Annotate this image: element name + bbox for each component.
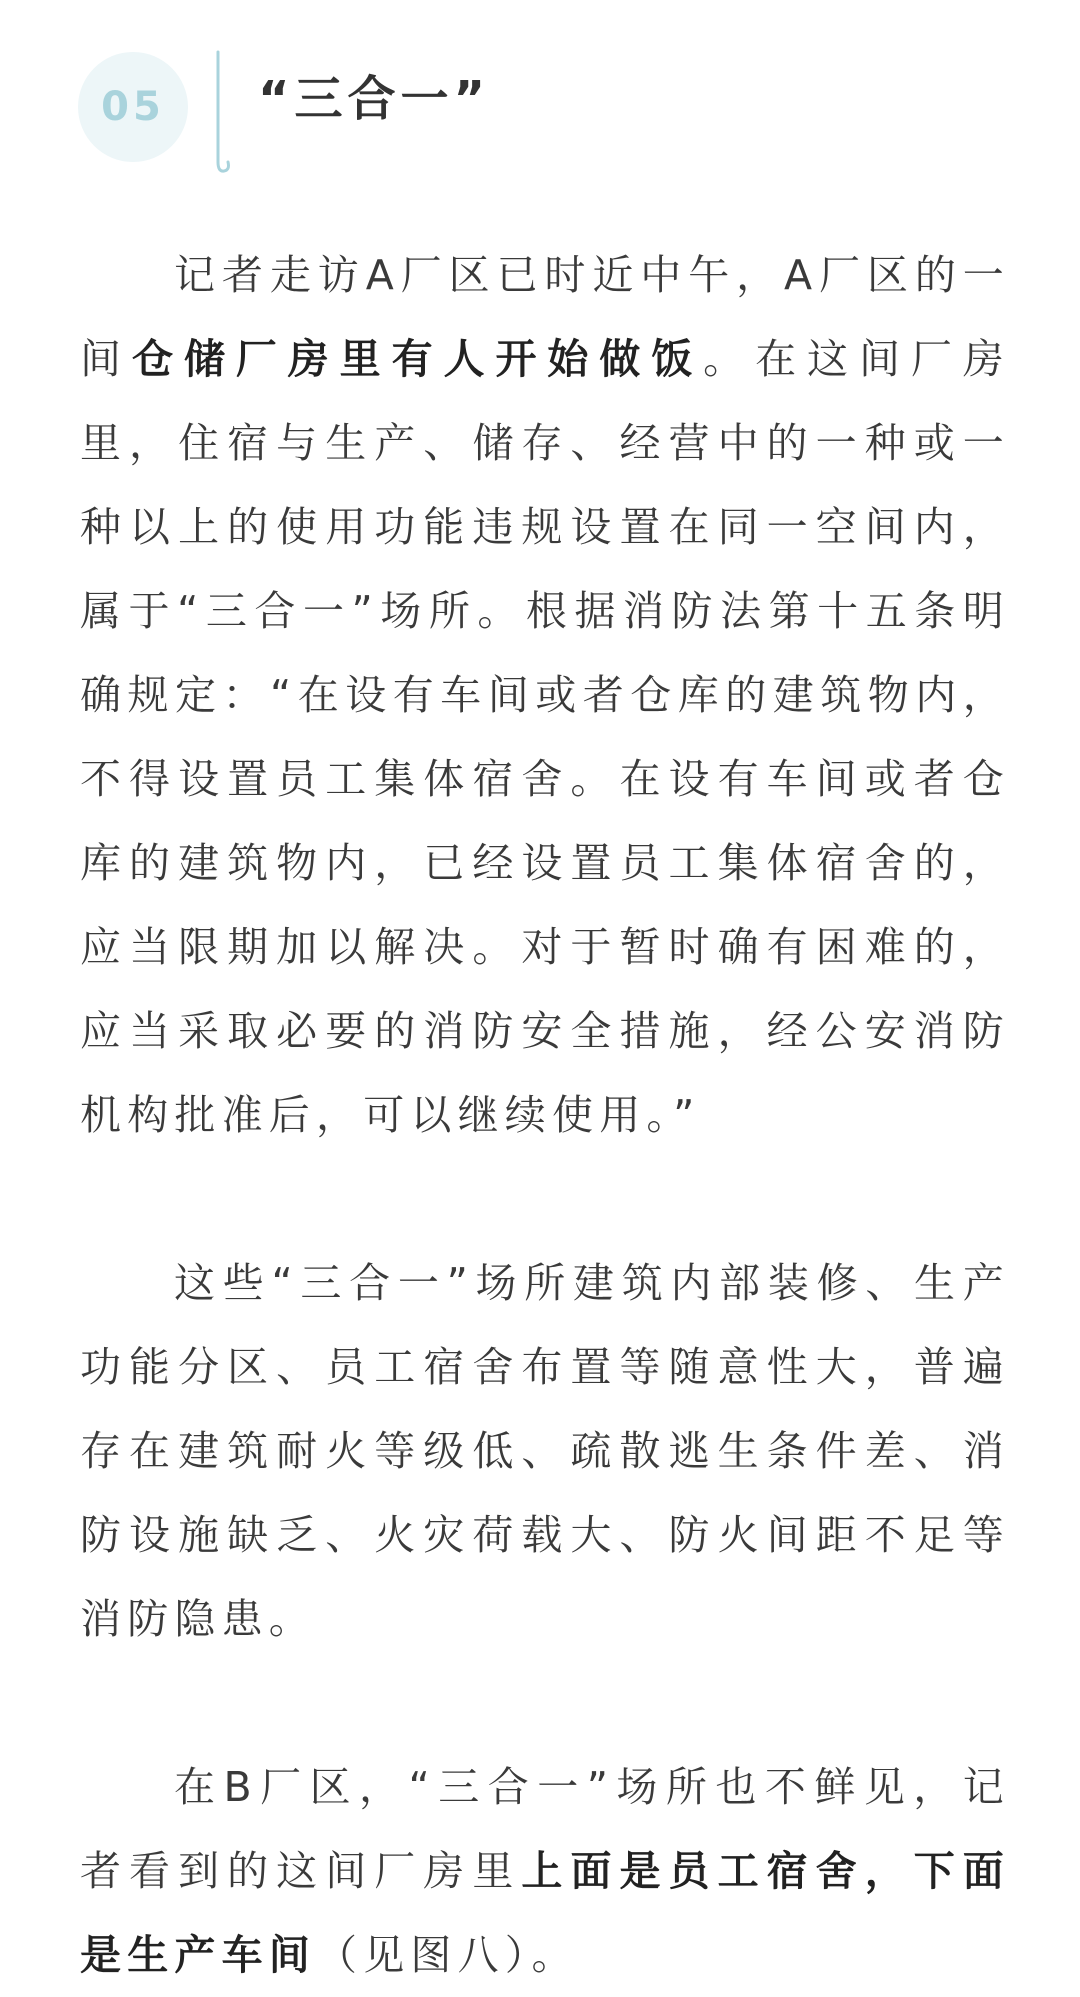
article-body bbox=[80, 233, 1010, 1997]
paragraph-text: 这些“三合一”场所建筑内部装修、生产功能分区、员工宿舍布置等随意性大，普遍存在建筑耐火等级低、疏散逃生条件差、消防设施缺乏、火灾荷载大、防火间距不足等消防隐患。 bbox=[80, 1259, 1010, 1643]
paragraph-emphasis: 上面是员工宿舍，下面是生产车间 bbox=[80, 1847, 1010, 1979]
paragraph-text: （见图八）。 bbox=[316, 1931, 579, 1979]
paragraph-2 bbox=[80, 1241, 1010, 1661]
paragraph-text: 。在这间厂房里，住宿与生产、储存、经营中的一种或一种以上的使用功能违规设置在同一空间内，属于“三合一”场所。根据消防法第十五条明确规定：“在设有车间或者仓库的建筑物内，不得设置员工集体宿舍。在设有车间或者仓库的建筑物内，已经设置员工集体宿舍的，应当限期加以解决。对于暂时确有困难的，应当采取必要的消防安全措施，经公安消防机构批准后，可以继续使用。” bbox=[80, 335, 1010, 1139]
paragraph-3 bbox=[80, 1745, 1010, 1997]
paragraph-1 bbox=[80, 233, 1010, 1157]
section-title: “三合一” bbox=[258, 71, 491, 127]
section-header bbox=[0, 0, 1080, 190]
decorative-line-icon bbox=[212, 50, 242, 175]
paragraph-text: 记者走访A厂区已时近中午，A厂区的一间 bbox=[80, 251, 1010, 383]
paragraph-emphasis: 仓储厂房里有人开始做饭 bbox=[131, 335, 704, 383]
section-number-badge bbox=[78, 52, 188, 162]
section-number: 05 bbox=[101, 84, 165, 130]
paragraph-text: 在B厂区，“三合一”场所也不鲜见，记者看到的这间厂房里 bbox=[80, 1763, 1010, 1895]
